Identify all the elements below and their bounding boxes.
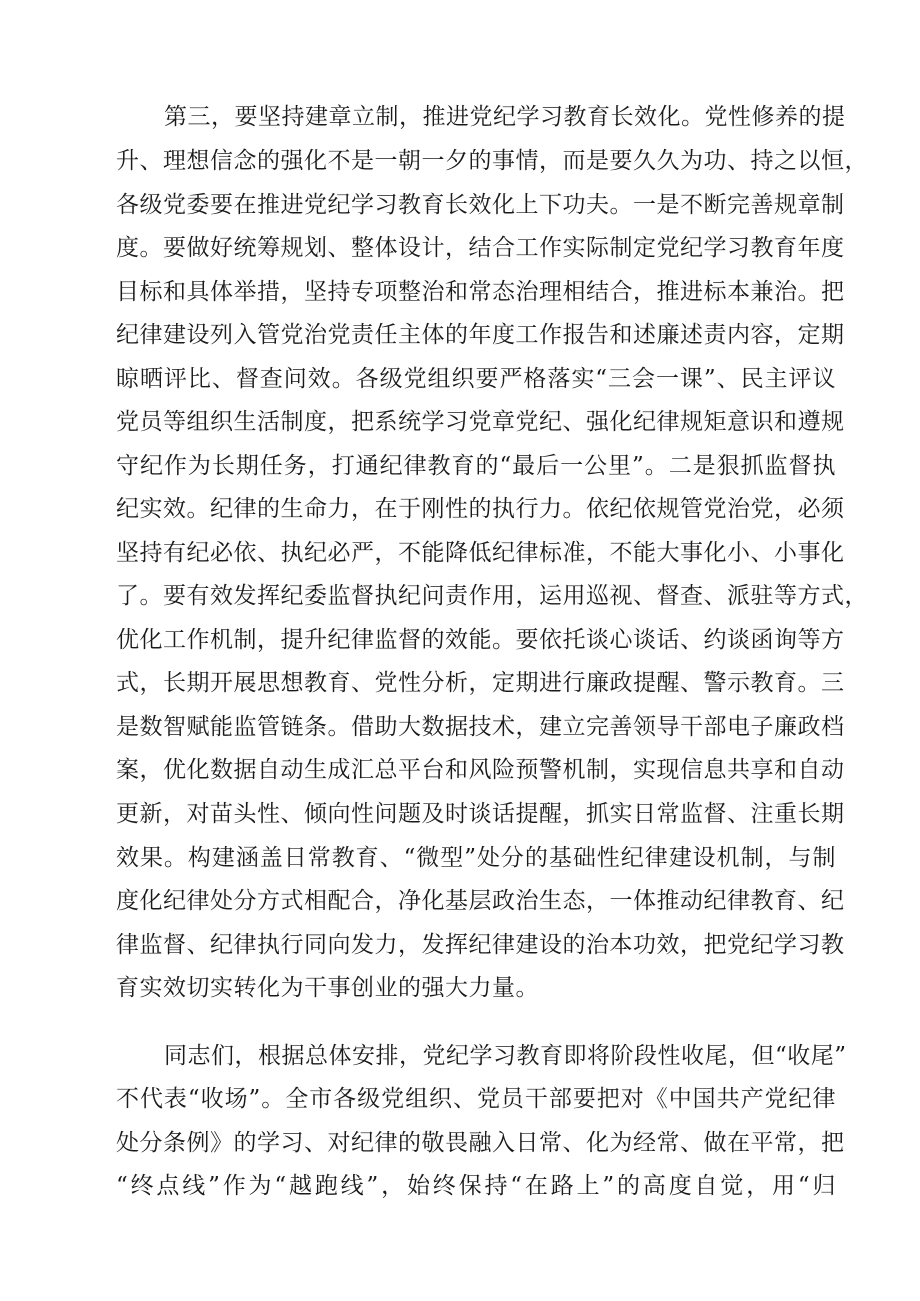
text-line: 不代表“收场”。全市各级党组织、党员干部要把对《中国共产党纪律 [116,1086,836,1112]
text-line: 升、理想信念的强化不是一朝一夕的事情，而是要久久为功、持之以恒， [116,148,868,174]
text-line: 育实效切实转化为干事创业的强大力量。 [116,975,539,1001]
text-line: 律监督、纪律执行同向发力，发挥纪律建设的治本功效，把党纪学习教 [116,932,845,958]
text-line: 是数智赋能监管链条。借助大数据技术，建立完善领导干部电子廉政档 [116,714,845,740]
text-line: 各级党委要在推进党纪学习教育长效化上下功夫。一是不断完善规章制 [116,192,845,218]
text-line: 度。要做好统筹规划、整体设计，结合工作实际制定党纪学习教育年度 [116,235,845,261]
text-line: 案，优化数据自动生成汇总平台和风险预警机制，实现信息共享和自动 [116,757,845,783]
text-line: 优化工作机制，提升纪律监督的效能。要依托谈心谈话、约谈函询等方 [116,627,845,653]
text-line: 了。要有效发挥纪委监督执纪问责作用，运用巡视、督查、派驻等方式， [116,583,868,609]
text-line: “终点线”作为“越跑线”，始终保持“在路上”的高度自觉，用“归 [116,1173,836,1199]
text-line: 目标和具体举措，坚持专项整治和常态治理相结合，推进标本兼治。把 [116,279,845,305]
text-line: 纪实效。纪律的生命力，在于刚性的执行力。依纪依规管党治党，必须 [116,496,845,522]
text-line: 度化纪律处分方式相配合，净化基层政治生态，一体推动纪律教育、纪 [116,888,845,914]
text-line: 更新，对苗头性、倾向性问题及时谈话提醒，抓实日常监督、注重长期 [116,801,845,827]
text-line: 党员等组织生活制度，把系统学习党章党纪、强化纪律规矩意识和遵规 [116,409,845,435]
text-line: 第三，要坚持建章立制，推进党纪学习教育长效化。党性修养的提 [164,104,846,130]
text-line: 同志们，根据总体安排，党纪学习教育即将阶段性收尾，但“收尾” [164,1043,847,1069]
text-line: 纪律建设列入管党治党责任主体的年度工作报告和述廉述责内容，定期 [116,322,845,348]
text-line: 坚持有纪必依、执纪必严，不能降低纪律标准，不能大事化小、小事化 [116,540,845,566]
text-line: 式，长期开展思想教育、党性分析，定期进行廉政提醒、警示教育。三 [116,670,845,696]
text-line: 晾晒评比、督查问效。各级党组织要严格落实“三会一课”、民主评议 [116,366,836,392]
text-line: 守纪作为长期任务，打通纪律教育的“最后一公里”。二是狠抓监督执 [116,453,836,479]
text-line: 处分条例》的学习、对纪律的敬畏融入日常、化为经常、做在平常，把 [116,1130,845,1156]
text-line: 效果。构建涵盖日常教育、“微型”处分的基础性纪律建设机制，与制 [116,845,836,871]
